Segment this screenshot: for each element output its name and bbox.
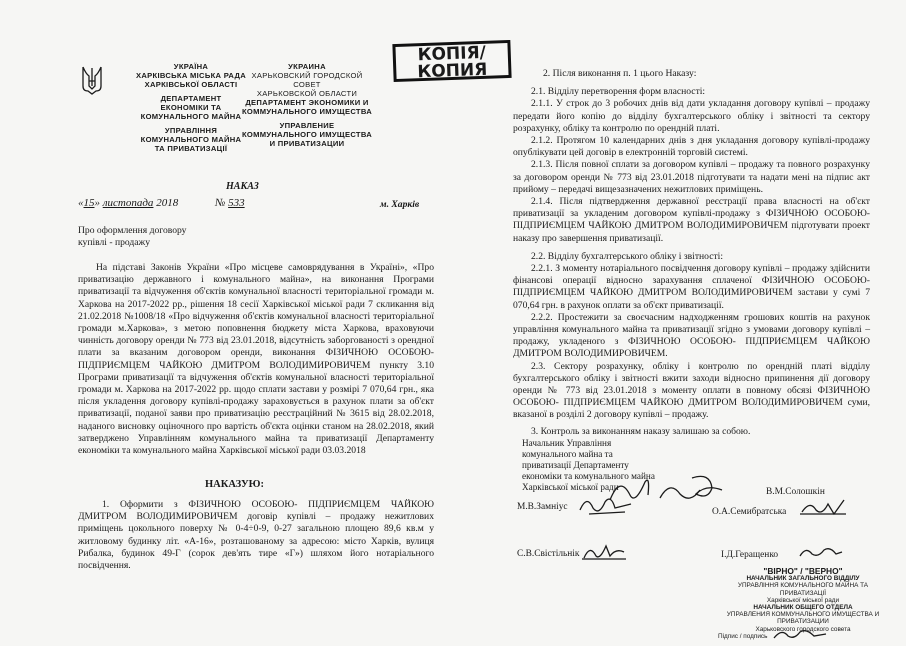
item-1-text: Оформити з ФІЗИЧНОЮ ОСОБОЮ- ПІДПРИЄМЦЕМ ЧАЙКОЮ ДМИТРОМ ВОЛОДИМИРОВИЧЕМ договір купівлі – продажу нежитлових приміщень цокольного поверху № 0-4÷0-9, 0-27 загальною площею 89,6 кв.м у житловому будинку літ. «А-16», розташованому за адресою: місто Харків, вулиця Рибалка, будинок 49-Г (сорок дев'ять тире «Г») шляхом його нотаріального посвідчення. [78, 499, 434, 572]
item-3: 3. Контроль за виконанням наказу залишаю за собою. [531, 425, 751, 437]
header-line: УПРАВЛІННЯ [164, 126, 218, 135]
signer-title-line: приватизації Департаменту [522, 460, 629, 470]
handwritten-signature-geraschenko [796, 542, 846, 562]
subject-line: купівлі - продажу [78, 237, 150, 249]
signer-title-line: Начальник Управління [522, 438, 612, 448]
verno-stamp-line: УПРАВЛЕНИЯ КОММУНАЛЬНОГО ИМУЩЕСТВА И ПРИВАТИЗАЦИИ [726, 611, 880, 626]
approval-geraschenko: І.Д.Геращенко [721, 550, 779, 560]
copy-stamp-line: КОПИЯ [417, 59, 488, 83]
item-2-1-2: 2.1.2. Протягом 10 календарних днів з дня укладання договору купівлі-продажу опублікувати цей договір в електронній торговій системі. [513, 135, 870, 159]
header-line: КОМУНАЛЬНОГО МАЙНА [140, 135, 242, 144]
header-line: ЕКОНОМІКИ ТА [160, 103, 222, 112]
header-right [228, 62, 386, 148]
item-1-number: 1. [102, 499, 110, 510]
signer-title-line: Харківської міської ради [522, 482, 619, 492]
header-line: УКРАЇНА [173, 62, 209, 71]
header-line: УКРАИНА [288, 62, 326, 71]
approval-zamnius: М.В.Замніус [517, 502, 568, 512]
header-line: УПРАВЛЕНИЕ [279, 121, 335, 130]
verno-stamp-line: Харківської міської ради [766, 596, 840, 604]
trident-emblem-icon [80, 64, 104, 96]
header-line: ТА ПРИВАТИЗАЦІЇ [154, 144, 228, 153]
verno-stamp-title: "ВІРНО" / "ВЕРНО" [763, 566, 843, 576]
item-2-1-1: 2.1.1. У строк до 3 робочих днів від дати укладання договору купівлі – продажу передати його копію до відділу бухгалтерського обліку і звітності та сектору розрахунку, обліку та контролю по орендній платі. [513, 98, 870, 134]
date-month: листопада [102, 197, 154, 209]
subject [78, 225, 278, 249]
header-line: КОММУНАЛЬНОГО ИМУЩЕСТВА [241, 130, 373, 139]
signer-title-line: комунального майна та [522, 449, 613, 459]
signer-name: В.М.Солошкін [766, 487, 825, 497]
right-column [513, 68, 870, 438]
order-date: «15» листопада 2018 [78, 197, 179, 209]
signer-title-line: економіки та комунального майна [522, 471, 655, 481]
header-line: ХАРЬКОВСКИЙ ГОРОДСКОЙ [251, 71, 363, 80]
header-line: И ПРИВАТИЗАЦИИ [269, 139, 345, 148]
item-2-2-1: 2.2.1. З моменту нотаріального посвідчення договору купівлі – продажу здійснити фінансові операції відносно зарахування сплаченої ФІЗИЧНОЮ ОСОБОЮ- ПІДПРИЄМЦЕМ ЧАЙКОЮ ДМИТРОМ ВОЛОДИМИРОВИЧЕМ застави у сумі 7 070,64 грн. в рахунок оплати за об'єкт приватизації. [513, 263, 870, 311]
verno-stamp-line: НАЧАЛЬНИК ЗАГАЛЬНОГО ВІДДІЛУ [746, 575, 860, 583]
preamble-text: На підставі Законів України «Про місцеве самоврядування в Україні», «Про приватизацію державного і комунального майна», на виконання Програми приватизації та відчуження об'єктів комунальної власності територіальної громади м. Харкова на 2017-2022 рр., рішення 18 сесії Харківської міської ради 7 скликання від 21.02.2018 №1008/18 «Про відчуження об'єктів комунальної власності територіальної громади м.Харкова», з метою поповнення бюджету міста Харкова, враховуючи чинність договору оренди № 773 від 23.01.2018, відсутність заборгованості з орендної плати за вказаним договором оренди, виконання ФІЗИЧНОЮ ОСОБОЮ- ПІДПРИЄМЦЕМ ЧАЙКОЮ ДМИТРОМ ВОЛОДИМИРОВИЧЕМ пункту 3.10 Програми приватизації та відчуження об'єктів комунальної власності територіальної громади м. Харкова на 2017-2022 рр. щодо сплати застави у розмірі 7 070,64 грн., яка після укладення договору купівлі-продажу зараховується в рахунок плати за об'єкт приватизації, поданої заяви про приватизацію реєстраційний № 3615 від 28.02.2018, наданого висновку оціночного про вартість об'єкта оцінки станом на 28.02.2018, який затверджено Управлінням комунального майна та приватизації Департаменту економіки та комунального майна Харківської міської ради 03.03.2018 [78, 262, 434, 457]
handwritten-signature-verno [770, 626, 830, 642]
handwritten-signature-zamnius [575, 492, 637, 518]
header-line: ХАРЬКОВСКОЙ ОБЛАСТИ [256, 89, 358, 98]
header-line: СОВЕТ [293, 80, 321, 89]
date-year: 2018 [156, 197, 179, 209]
header-line: ДЕПАРТАМЕНТ [160, 94, 222, 103]
item-2-1: 2.1. Відділу перетворення форм власності: [531, 86, 706, 98]
copy-stamp [392, 40, 511, 82]
approval-semibratska: О.А.Семибратська [712, 507, 787, 517]
item-2-2: 2.2. Відділу бухгалтерського обліку і звітності: [531, 250, 723, 262]
approval-svistilnik: С.В.Свістільнік [517, 549, 580, 559]
handwritten-signature-semibratska [798, 496, 850, 518]
header-line: ХАРКІВСЬКА МІСЬКА РАДА [136, 71, 246, 80]
order-number [215, 197, 245, 209]
copy-stamp-line: КОПІЯ/ [417, 42, 487, 66]
item-2-3: 2.3. Сектору розрахунку, обліку і контролю по орендній платі відділу бухгалтерського обліку і звітності вжити заходи відносно припинення дії договору оренди № 773 від 23.01.2018 з моменту оплати в повному обсязі ФІЗИЧНОЮ ОСОБОЮ- ПІДПРИЄМЦЕМ ЧАЙКОЮ ДМИТРОМ ВОЛОДИМИРОВИЧЕМ суми, вказаної в розділі 2 договору купівлі – продажу. [513, 360, 870, 421]
item-2-1-3: 2.1.3. Після повної сплати за договором купівлі – продажу та повного розрахунку за договором оренди № 773 від 23.01.2018 підготувати та надати мені на підпис акт прийому – передачі вищезазначених нежитлових приміщень. [513, 159, 870, 195]
number-value: 533 [228, 197, 245, 209]
header-line: КОМУНАЛЬНОГО МАЙНА [140, 112, 242, 121]
nakazuyu-heading: НАКАЗУЮ: [205, 479, 264, 490]
number-prefix: № [215, 197, 226, 209]
city: м. Харків [380, 199, 420, 210]
item-2-1-4: 2.1.4. Після підтвердження державної реєстрації права власності на об'єкт приватизації за укладеним договором купівлі-продажу з ФІЗИЧНОЮ ОСОБОЮ- ПІДПРИЄМЦЕМ ЧАЙКОЮ ДМИТРОМ ВОЛОДИМИРОВИЧЕМ підготувати проект наказу про завершення приватизації. [513, 196, 870, 244]
subject-line: Про оформлення договору [78, 225, 187, 236]
header-line: ХАРКІВСЬКОЇ ОБЛАСТІ [144, 80, 238, 89]
header-line: ДЕПАРТАМЕНТ ЭКОНОМИКИ И [245, 98, 369, 107]
item-1 [78, 499, 434, 572]
verno-stamp-line: Підпис / подпись [718, 632, 768, 640]
verno-stamp-line: НАЧАЛЬНИК ОБЩЕГО ОТДЕЛА [753, 604, 853, 612]
preamble [78, 262, 434, 457]
handwritten-signature-svistilnik [580, 540, 630, 562]
verno-stamp-line: УПРАВЛІННЯ КОМУНАЛЬНОГО МАЙНА ТА ПРИВАТИЗАЦІЇ [737, 582, 869, 597]
header-line: КОММУНАЛЬНОГО ИМУЩЕСТВА [241, 107, 373, 116]
item-2: 2. Після виконання п. 1 цього Наказу: [543, 68, 697, 79]
item-2-2-2: 2.2.2. Простежити за своєчасним надходженням грошових коштів на рахунок управління комунального майна та приватизації згідно з умовами договору купівлі – продажу, укладеного з ФІЗИЧНОЮ ОСОБОЮ- ПІДПРИЄМЦЕМ ЧАЙКОЮ ДМИТРОМ ВОЛОДИМИРОВИЧЕМ. [513, 311, 870, 360]
order-title: НАКАЗ [226, 181, 259, 192]
verno-stamp-line: Харьковского городского совета [755, 625, 851, 633]
date-day: 15 [83, 197, 95, 209]
